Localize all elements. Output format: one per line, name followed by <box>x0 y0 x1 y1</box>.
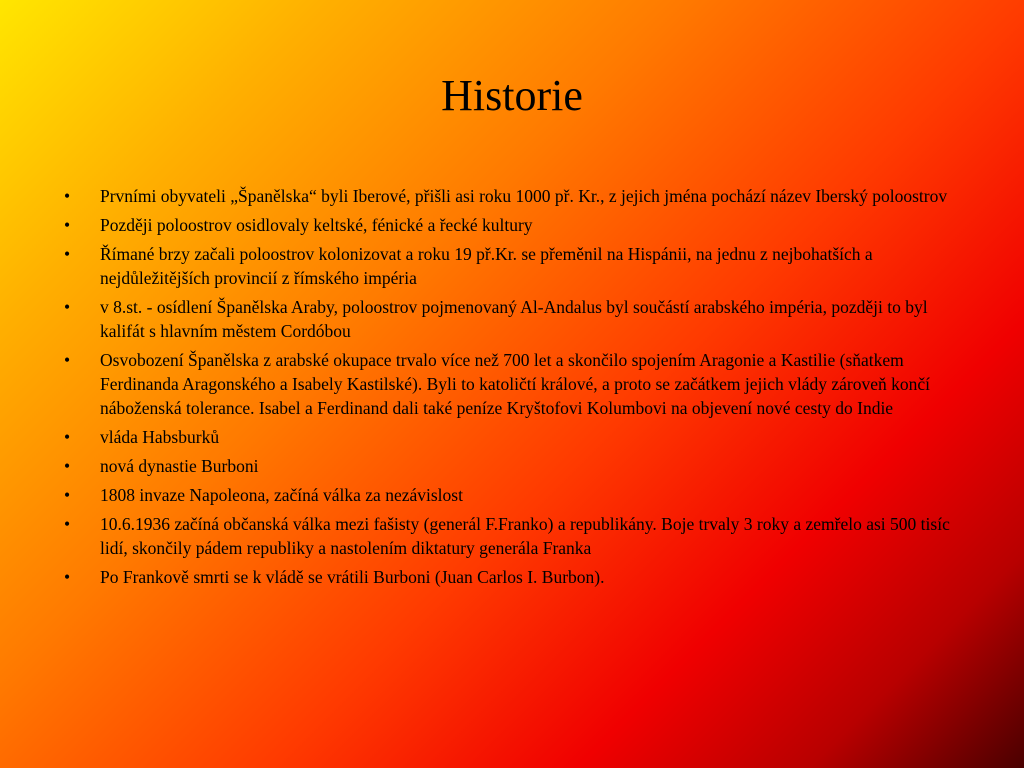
bullet-icon: • <box>64 350 71 370</box>
bullet-item <box>64 565 964 589</box>
bullet-text: 10.6.1936 začíná občanská válka mezi fašisty (generál F.Franko) a republikány. Boje trvaly 3 roky a zemřelo asi 500 tisíc lidí, skončily pádem republiky a nastolením diktatury generála Franka <box>100 514 950 558</box>
bullet-text: 1808 invaze Napoleona, začíná válka za nezávislost <box>100 485 463 505</box>
slide-title: Historie <box>441 71 583 120</box>
bullet-item <box>64 483 964 507</box>
bullet-item <box>64 348 964 420</box>
bullet-icon: • <box>64 297 71 317</box>
bullet-item <box>64 512 964 560</box>
bullet-icon: • <box>64 485 71 505</box>
bullet-item <box>64 184 964 208</box>
bullet-text: Prvními obyvateli „Španělska“ byli Iberové, přišli asi roku 1000 př. Kr., z jejich jména pochází název Iberský poloostrov <box>100 186 948 206</box>
bullet-item <box>64 454 964 478</box>
bullet-text: vláda Habsburků <box>100 427 220 447</box>
bullet-item <box>64 425 964 449</box>
bullet-item <box>64 213 964 237</box>
bullet-text: Římané brzy začali poloostrov kolonizovat a roku 19 př.Kr. se přeměnil na Hispánii, na jednu z nejbohatších a nejdůležitějších provincií z římského impéria <box>100 244 873 288</box>
bullet-icon: • <box>64 244 71 264</box>
bullet-item <box>64 295 964 343</box>
bullet-icon: • <box>64 456 71 476</box>
bullet-text: Po Frankově smrti se k vládě se vrátili Burboni (Juan Carlos I. Burbon). <box>100 567 605 587</box>
bullet-icon: • <box>64 215 71 235</box>
bullet-text: Osvobození Španělska z arabské okupace trvalo více než 700 let a skončilo spojením Aragonie a Kastilie (sňatkem Ferdinanda Aragonského a Isabely Kastilské). Byli to katoličtí králové, a proto se začátkem jejich vlády zároveň končí náboženská tolerance. Isabel a Ferdinand dali také peníze Kryštofovi Kolumbovi na objevení nové cesty do Indie <box>100 350 931 418</box>
bullet-icon: • <box>64 186 71 206</box>
bullet-icon: • <box>64 427 71 447</box>
bullet-text: Později poloostrov osidlovaly keltské, fénické a řecké kultury <box>100 215 533 235</box>
bullet-item <box>64 242 964 290</box>
bullet-list <box>64 184 964 594</box>
bullet-text: nová dynastie Burboni <box>100 456 259 476</box>
bullet-text: v 8.st. - osídlení Španělska Araby, poloostrov pojmenovaný Al-Andalus byl součástí arabského impéria, později to byl kalifát s hlavním městem Cordóbou <box>100 297 928 341</box>
bullet-icon: • <box>64 514 71 534</box>
bullet-icon: • <box>64 567 71 587</box>
